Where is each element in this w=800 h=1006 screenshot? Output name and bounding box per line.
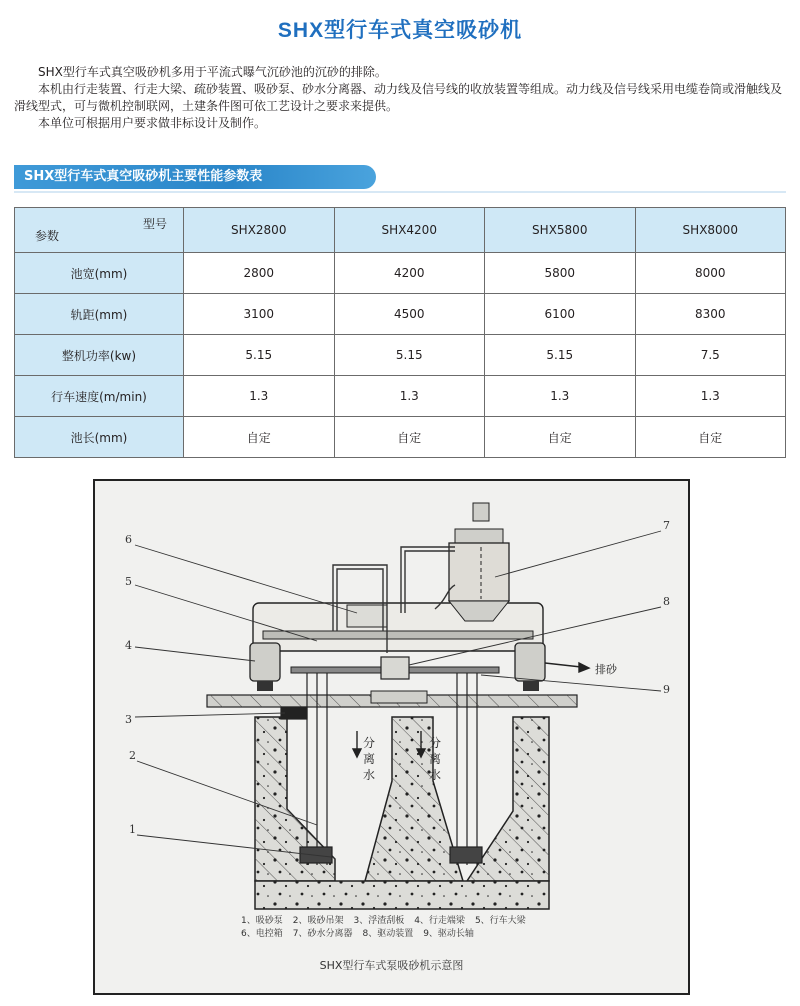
- section-heading: SHX型行车式真空吸砂机主要性能参数表: [14, 165, 376, 189]
- table-cell: 4200: [334, 253, 485, 294]
- flow-char: 离: [363, 752, 376, 766]
- page-title: SHX型行车式真空吸砂机: [277, 19, 523, 42]
- callout-4: 4: [125, 639, 132, 652]
- table-cell: 5.15: [485, 335, 636, 376]
- table-row: [15, 417, 786, 458]
- row-label: 行车速度(m/min): [15, 376, 184, 417]
- intro-paragraph-2: 本机由行走装置、行走大梁、疏砂装置、吸砂泵、砂水分离器、动力线及信号线的收放装置等组成。动力线及信号线采用电缆卷筒或滑触线及滑线型式，可与微机控制联网，土建条件图可依工艺设计之要求来提供。: [14, 82, 783, 113]
- row-label: 整机功率(kw): [15, 335, 184, 376]
- model-header: SHX8000: [635, 208, 786, 253]
- table-cell: 5.15: [184, 335, 335, 376]
- flow-label-right: [429, 735, 441, 782]
- callout-3: 3: [125, 713, 132, 726]
- model-header: SHX2800: [184, 208, 335, 253]
- callout-8: 8: [663, 595, 670, 608]
- row-label: 池长(mm): [15, 417, 184, 458]
- table-row: [15, 294, 786, 335]
- table-corner-cell: [15, 208, 184, 253]
- corner-param-label: 参数: [35, 229, 60, 243]
- callout-1: 1: [129, 823, 136, 836]
- table-row: [15, 253, 786, 294]
- table-cell: 1.3: [635, 376, 786, 417]
- table-cell: 自定: [635, 417, 786, 458]
- corner-model-label: 型号: [142, 217, 167, 231]
- concrete-tank: [207, 695, 577, 909]
- legend-line-1: [241, 915, 561, 927]
- legend-item: 2、吸砂吊架: [292, 916, 344, 926]
- discharge-label: 排砂: [595, 663, 617, 676]
- callout-7: 7: [663, 519, 670, 532]
- sand-water-separator: [449, 503, 509, 621]
- table-cell: 4500: [334, 294, 485, 335]
- table-cell: 8300: [635, 294, 786, 335]
- table-cell: 自定: [334, 417, 485, 458]
- row-label: 池宽(mm): [15, 253, 184, 294]
- legend-item: 7、砂水分离器: [292, 929, 353, 939]
- legend-item: 6、电控箱: [241, 929, 283, 939]
- table-cell: 7.5: [635, 335, 786, 376]
- machine-diagram: [93, 479, 690, 995]
- flow-char: 分: [429, 736, 442, 750]
- callout-2: 2: [129, 749, 136, 762]
- flow-char: 水: [363, 768, 376, 782]
- callout-9: 9: [663, 683, 670, 696]
- legend-item: 4、行走端梁: [414, 916, 465, 926]
- legend-item: 5、行车大梁: [474, 916, 526, 926]
- legend-item: 3、浮渣刮板: [353, 916, 405, 926]
- figure-caption: SHX型行车式泵吸砂机示意图: [319, 959, 464, 972]
- table-cell: 8000: [635, 253, 786, 294]
- flow-char: 离: [429, 752, 442, 766]
- row-label: 轨距(mm): [15, 294, 184, 335]
- flow-char: 水: [429, 768, 442, 782]
- table-row: [15, 335, 786, 376]
- table-cell: 5800: [485, 253, 636, 294]
- table-cell: 5.15: [334, 335, 485, 376]
- drive-unit: [371, 657, 427, 703]
- table-cell: 1.3: [485, 376, 636, 417]
- table-cell: 自定: [184, 417, 335, 458]
- callout-6: 6: [125, 533, 132, 546]
- intro-paragraph-1: SHX型行车式真空吸砂机多用于平流式曝气沉砂池的沉砂的排除。: [38, 65, 387, 79]
- table-cell: 1.3: [334, 376, 485, 417]
- callout-5: 5: [125, 575, 132, 588]
- table-cell: 6100: [485, 294, 636, 335]
- flow-label-left: [363, 735, 375, 782]
- legend-item: 1、吸砂泵: [241, 916, 283, 926]
- flow-char: 分: [363, 736, 376, 750]
- table-cell: 自定: [485, 417, 636, 458]
- intro-text: [14, 64, 790, 132]
- legend-item: 8、驱动装置: [362, 929, 414, 939]
- spec-table: [14, 207, 786, 458]
- table-row: [15, 376, 786, 417]
- intro-paragraph-3: 本单位可根据用户要求做非标设计及制作。: [38, 116, 267, 130]
- legend-line-2: [241, 928, 561, 940]
- section-divider: [14, 191, 786, 193]
- table-cell: 2800: [184, 253, 335, 294]
- table-cell: 3100: [184, 294, 335, 335]
- model-header: SHX5800: [485, 208, 636, 253]
- table-header-row: [15, 208, 786, 253]
- table-cell: 1.3: [184, 376, 335, 417]
- model-header: SHX4200: [334, 208, 485, 253]
- legend-item: 9、驱动长轴: [423, 929, 474, 939]
